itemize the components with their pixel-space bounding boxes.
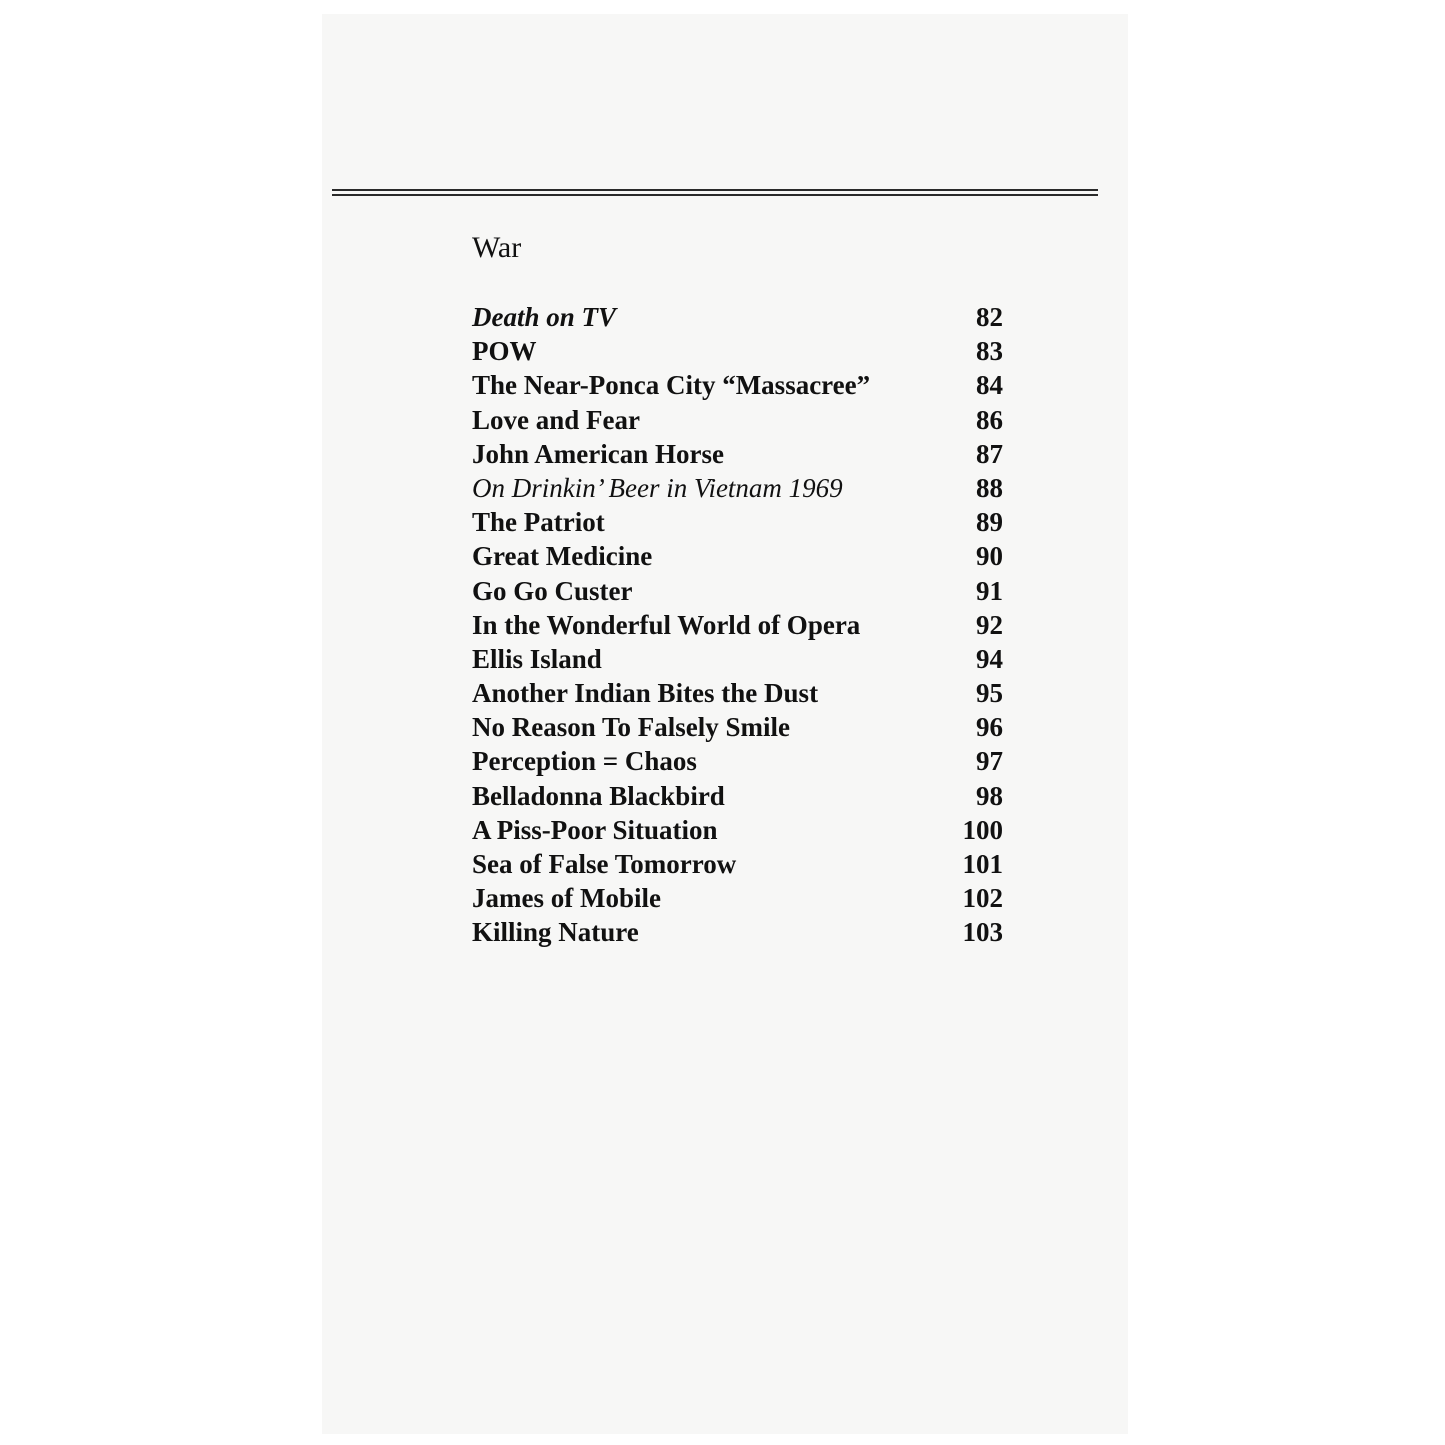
toc-entry [472,676,1003,710]
toc-entry [472,915,1003,949]
toc-entry-title: Love and Fear [472,404,640,435]
toc-entry [472,505,1003,539]
toc-entry [472,403,1003,437]
toc-entry-page-number: 84 [976,370,1003,401]
toc-entry-title: Go Go Custer [472,575,633,606]
toc-entry-page-number: 95 [976,678,1003,709]
toc-entry-title: The Near-Ponca City “Massacree” [472,370,871,401]
toc-entry [472,744,1003,778]
toc-entry [472,368,1003,402]
toc-entry [472,471,1003,505]
toc-entry [472,574,1003,608]
header-rule-bottom [332,194,1098,196]
header-rule-top [332,189,1098,191]
toc-entry [472,710,1003,744]
toc-entry-page-number: 82 [976,302,1003,332]
toc-entry-title: James of Mobile [472,883,661,914]
toc-entry-page-number: 94 [976,643,1003,674]
toc-entry [472,847,1003,881]
toc-entry-page-number: 88 [976,472,1003,503]
toc-entry-title: Ellis Island [472,643,602,674]
toc-entry-title: Another Indian Bites the Dust [472,678,819,709]
toc-entry-title: Belladonna Blackbird [472,780,725,811]
toc-entry-title: Great Medicine [472,541,653,572]
toc-entry [472,334,1003,368]
toc-entry-page-number: 102 [962,883,1003,914]
toc-entry [472,813,1003,847]
toc-entry [472,779,1003,813]
toc-entry-page-number: 103 [962,917,1003,948]
toc-entry-page-number: 91 [976,575,1003,606]
toc-entry-title: The Patriot [472,507,605,538]
toc-entry-title: No Reason To Falsely Smile [472,712,791,743]
toc-entry-title: In the Wonderful World of Opera [472,609,861,640]
toc-entry [472,608,1003,642]
toc-entry-title: Perception = Chaos [472,746,697,777]
toc-entry [472,300,1003,334]
toc-entry-page-number: 89 [976,507,1003,538]
toc-entry [472,881,1003,915]
table-of-contents [472,300,1003,950]
toc-entry-title: Death on TV [472,302,617,332]
toc-entry [472,437,1003,471]
section-title: War [472,231,522,264]
toc-entry [472,642,1003,676]
toc-entry-title: Killing Nature [472,917,639,948]
toc-entry-title: Sea of False Tomorrow [472,849,737,879]
toc-entry-page-number: 97 [976,746,1003,777]
toc-entry-page-number: 86 [976,404,1003,435]
toc-entry-title: POW [472,336,537,367]
toc-entry-title: On Drinkin’ Beer in Vietnam 1969 [472,472,843,503]
toc-entry-page-number: 100 [962,814,1003,845]
toc-entry-title: John American Horse [472,438,724,469]
toc-entry-page-number: 96 [976,712,1003,743]
toc-entry-page-number: 90 [976,541,1003,572]
toc-entry-page-number: 101 [962,849,1003,879]
toc-entry-page-number: 92 [976,609,1003,640]
toc-entry-page-number: 98 [976,780,1003,811]
toc-entry-page-number: 87 [976,438,1003,469]
toc-entry-page-number: 83 [976,336,1003,367]
toc-entry-title: A Piss-Poor Situation [472,814,718,845]
toc-entry [472,539,1003,573]
